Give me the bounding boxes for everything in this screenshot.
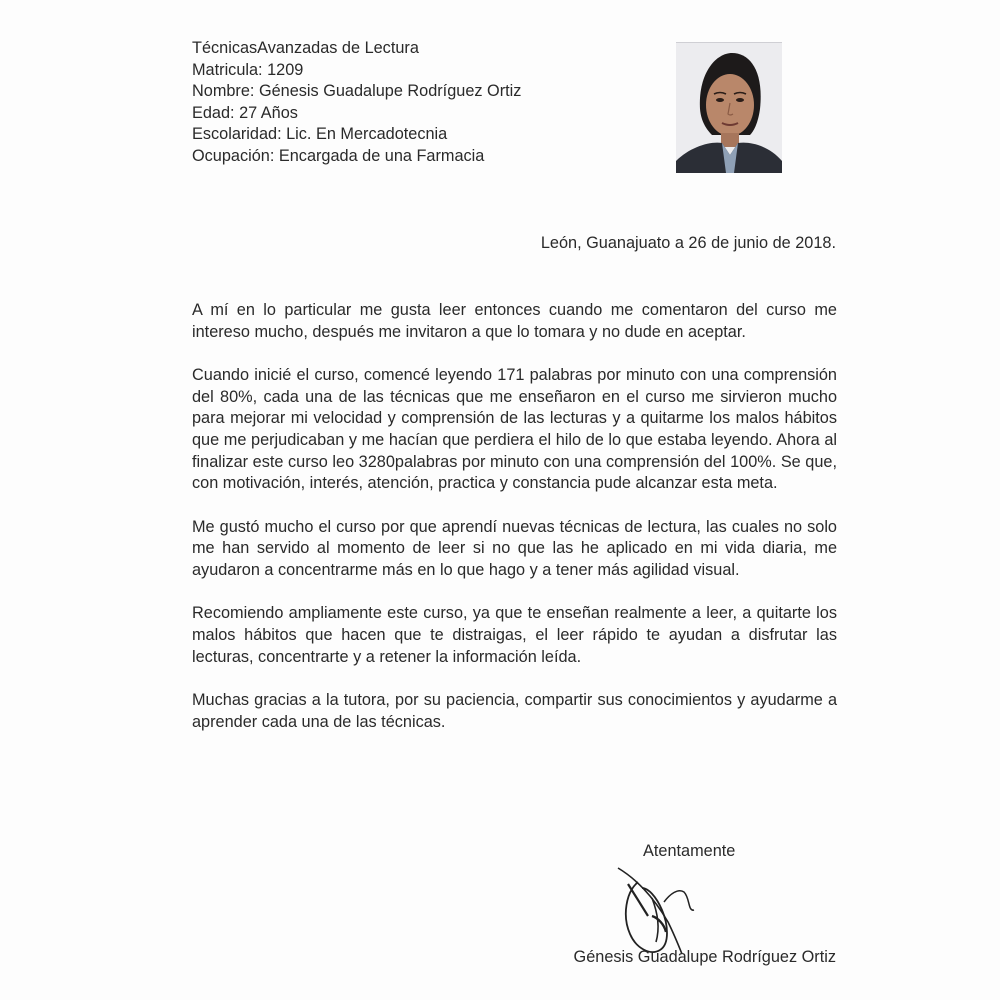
matricula-line: Matricula: 1209 xyxy=(192,60,304,79)
education-line: Escolaridad: Lic. En Mercadotecnia xyxy=(192,125,448,143)
signer-name: Génesis Guadalupe Rodríguez Ortiz xyxy=(573,948,836,966)
paragraph-2: Cuando inicié el curso, comencé leyendo 171 palabras por minuto con una comprensión del 80%, cada una de las técnicas que me enseñaron en el curso me sirvieron mucho para mejorar mi velocidad y comprensión de las lecturas y a quitarme los malos hábitos que me perjudicaban y me hacían que perdiera el hilo de lo que estaba leyendo. Ahora al finalizar este curso leo 3280palabras por minuto con una comprensión del 100%. Se que, con motivación, interés, atención, practica y constancia pude alcanzar esta meta. xyxy=(192,365,837,493)
signature-icon xyxy=(608,858,704,962)
letter-date: León, Guanajuato a 26 de junio de 2018. xyxy=(540,234,836,252)
portrait-icon xyxy=(676,43,782,173)
letter-body xyxy=(192,300,837,755)
course-title: TécnicasAvanzadas de Lectura xyxy=(192,39,419,57)
occupation-line: Ocupación: Encargada de una Farmacia xyxy=(192,146,485,165)
paragraph-4: Recomiendo ampliamente este curso, ya que te enseñan realmente a leer, a quitarte los malos hábitos que hacen que te distraigas, el leer rápido te ayudan a disfrutar las lecturas, concentrarte y a retener la información leída. xyxy=(192,604,837,666)
name-line: Nombre: Génesis Guadalupe Rodríguez Ortiz xyxy=(192,82,522,100)
paragraph-3: Me gustó mucho el curso por que aprendí nuevas técnicas de lectura, las cuales no solo me han servido al momento de leer si no que las he aplicado en mi vida diaria, me ayudaron a concentrarme más en lo que hago y a tener más agilidad visual. xyxy=(192,517,837,580)
portrait-photo xyxy=(676,42,782,173)
paragraph-5: Muchas gracias a la tutora, por su paciencia, compartir sus conocimientos y ayudarme a aprender cada una de las técnicas. xyxy=(192,690,837,731)
age-line: Edad: 27 Años xyxy=(192,103,298,122)
paragraph-1: A mí en lo particular me gusta leer entonces cuando me comentaron del curso me intereso mucho, después me invitaron a que lo tomara y no dude en aceptar. xyxy=(192,301,837,341)
closing-text: Atentamente xyxy=(643,842,736,860)
letter-header xyxy=(192,38,521,167)
